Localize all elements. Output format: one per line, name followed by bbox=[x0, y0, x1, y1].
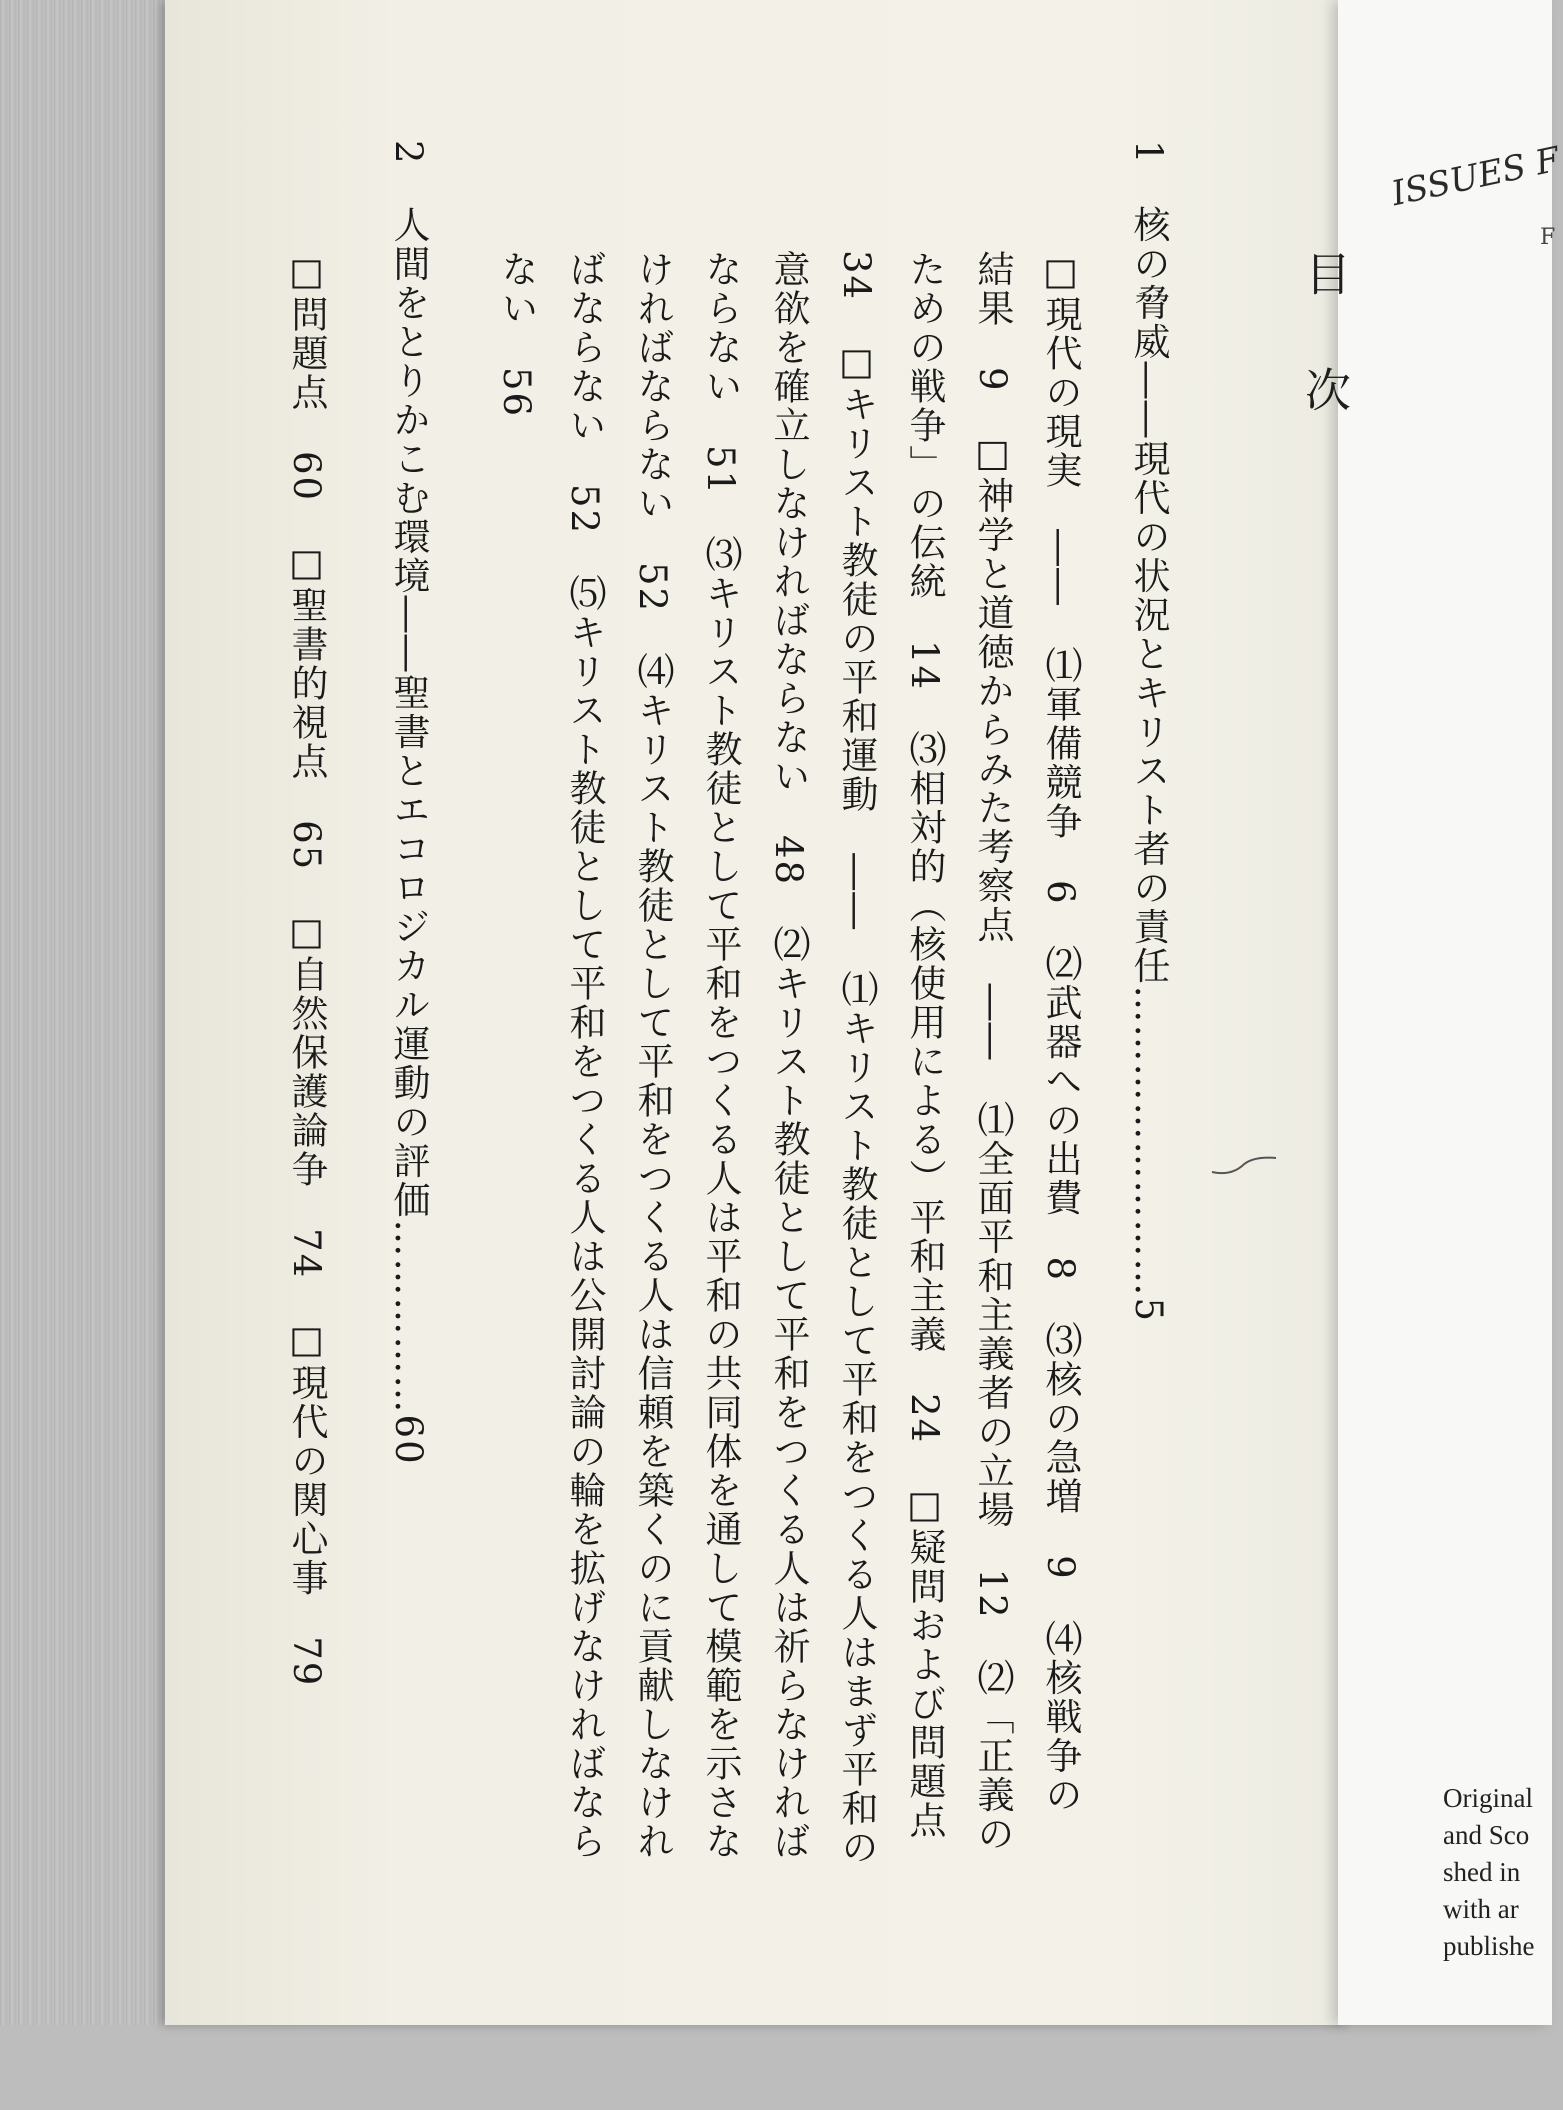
leader-dots: …………… bbox=[387, 1219, 430, 1415]
facing-page bbox=[1338, 0, 1552, 2025]
facing-page-text bbox=[1443, 1780, 1553, 1965]
chapter1-line-2: 結果 9 □神学と道徳からみた考察点 ―― ⑴全面平和主義者の立場 12 ⑵「正義の bbox=[971, 250, 1014, 1854]
facing-page-subtitle: F bbox=[1540, 225, 1556, 250]
chapter1-page: 5 bbox=[1127, 1297, 1170, 1324]
chapter1-line-4: 34 □キリスト教徒の平和運動 ―― ⑴キリスト教徒として平和をつくる人はまず平和の bbox=[835, 250, 878, 1868]
chapter1-line-6: ならない 51 ⑶キリスト教徒として平和をつくる人は平和の共同体を通して模範を示さな bbox=[699, 250, 742, 1862]
chapter1-line-7: ければならない 52 ⑷キリスト教徒として平和をつくる人は信頼を築くのに貢献しなけれ bbox=[631, 250, 674, 1862]
leader-dots: …………………… bbox=[1127, 985, 1170, 1298]
chapter2-line-1: □問題点 60 □聖書的視点 65 □自然保護論争 74 □現代の関心事 79 bbox=[285, 250, 328, 1688]
adjacent-page-edge bbox=[0, 0, 175, 2025]
facing-text-line: publishe bbox=[1443, 1931, 1535, 1961]
chapter2-heading bbox=[378, 140, 438, 2000]
toc-heading: 目次 bbox=[1298, 250, 1352, 482]
chapter1-title: 核の脅威――現代の状況とキリスト者の責任 bbox=[1127, 205, 1170, 986]
chapter2-number: 2 bbox=[387, 140, 430, 166]
chapter1-line-8: ばならない 52 ⑸キリスト教徒として平和をつくる人は公開討論の輪を拡げなければなら bbox=[563, 250, 606, 1862]
chapter1-number: 1 bbox=[1127, 140, 1170, 166]
facing-page-title: ISSUES F bbox=[1388, 139, 1563, 215]
chapter1-heading bbox=[1118, 140, 1178, 2000]
chapter1-line-9: ない 56 bbox=[495, 250, 538, 419]
chapter2-title: 人間をとりかこむ環境――聖書とエコロジカル運動の評価 bbox=[387, 205, 430, 1220]
chapter2-page: 60 bbox=[387, 1414, 430, 1466]
stray-mark bbox=[1210, 1150, 1280, 1180]
chapter1-line-5: 意欲を確立しなければならない 48 ⑵キリスト教徒として平和をつくる人は祈らなければ bbox=[767, 250, 810, 1862]
facing-text-line: with ar bbox=[1443, 1894, 1519, 1924]
facing-text-line: Original bbox=[1443, 1783, 1533, 1813]
facing-text-line: shed in bbox=[1443, 1857, 1521, 1887]
facing-text-line: and Sco bbox=[1443, 1820, 1530, 1850]
chapter1-line-3: ための戦争」の伝統 14 ⑶相対的（核使用による）平和主義 24 □疑問および問題点 bbox=[903, 250, 946, 1841]
chapter1-line-1: □現代の現実 ―― ⑴軍備競争 6 ⑵武器への出費 8 ⑶核の急増 9 ⑷核戦争の bbox=[1039, 250, 1082, 1815]
